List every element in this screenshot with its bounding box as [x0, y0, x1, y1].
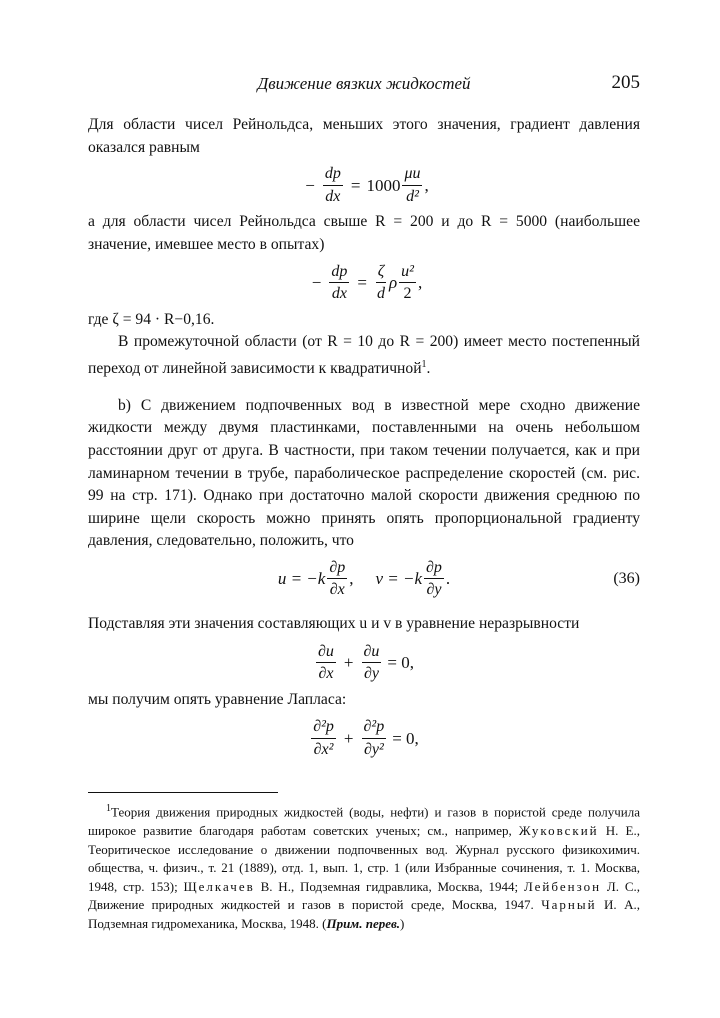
author-name: Лейбензон: [523, 878, 602, 894]
fraction: $\frac{\text{∂²p}}{\text{∂x²}}$: [313, 718, 334, 759]
footnote-mark: 1: [106, 803, 111, 814]
fraction: $\frac{\text{u²}}{2}$: [401, 262, 414, 303]
paragraph-4: В промежуточной области (от R = 10 до R = 200) имеет место постепенный переход от линейной зависимости к квадратичной$^1$.: [88, 333, 640, 378]
footnote: $^1$Теория движения природных жидкостей (воды, нефти) и газов в пористой среде получила широкое развитие благодаря работам советских ученых; см., например, Жуковский Н. Е., Теоритическое исследование о движении подпочвенных вод. Журнал русского физикохимич. общества, ч. физич., т. 21 (1889), отд. 1, вып. 1, стр. 1 (или Избранные сочинения, т. 1. Москва, 1948, стр. 153); Щелкачев В. Н., Подземная гидравлика, Москва, 1944; Лейбензон Л. С., Движение природных жидкостей и газов в пористой среде, Москва, 1947. Чарный И. А., Подземная гидромеханика, Москва, 1948. (Прим. перев.): [88, 803, 641, 931]
formula-continuity: $\frac{\partial u}{\partial x}$ + $\frac{\partial u}{\partial y}$ = 0,: [318, 642, 414, 683]
fraction: $\frac{\partial p}{\partial y}$: [426, 558, 442, 599]
footnote-divider: [88, 792, 278, 793]
paragraph-7: мы получим опять уравнение Лапласа:: [88, 690, 347, 708]
main-text: [88, 114, 640, 765]
fraction: $\frac{dp}{dx}$: [324, 165, 341, 205]
formula-laplace: $\frac{\text{∂²p}}{\text{∂x²}}$ + $\frac{\text{∂²p}}{\text{∂y²}}$ = 0,: [313, 718, 419, 759]
formula-pressure-gradient-high-re: − $\frac{dp}{dx}$ = $\frac{\zeta}{d}$ ρ $\frac{\text{u²}}{2}$ ,: [311, 262, 423, 303]
page-number: 205: [611, 72, 640, 93]
formula-pressure-gradient-low-re: − $\frac{dp}{dx}$ = 1000 $\frac{\mu u}{\text{d²}}$ ,: [305, 165, 429, 205]
author-name: Чарный: [541, 897, 597, 913]
fraction: $\frac{dp}{dx}$: [331, 262, 348, 303]
fraction: $\frac{\mu u}{\text{d²}}$: [404, 165, 421, 205]
fraction: $\frac{\partial u}{\partial x}$: [318, 642, 334, 683]
paragraph-6: Подставляя эти значения составляющих u и v в уравнение неразрывности: [88, 615, 580, 633]
paragraph-3: где ζ = 94 · R−0,16.: [88, 310, 215, 328]
running-title: Движение вязких жидкостей: [257, 74, 471, 93]
page-header: [88, 74, 640, 100]
fraction: $\frac{\partial u}{\partial y}$: [363, 642, 380, 683]
author-name: Щелкачев: [183, 878, 255, 894]
footnote-ref: 1: [421, 358, 427, 370]
paragraph-2: а для области чисел Рейнольдса свыше R = 200 и до R = 5000 (наибольшее значение, имевшее место в опытах): [88, 213, 640, 253]
fraction: $\frac{\zeta}{d}$: [376, 262, 385, 303]
paragraph-1: Для области чисел Рейнольдса, меньших этого значения, градиент давления оказался равным: [88, 116, 640, 156]
equation-number: (36): [613, 569, 640, 587]
fraction: $\frac{\text{∂²p}}{\text{∂y²}}$: [363, 718, 385, 759]
fraction: $\frac{\partial p}{\partial x}$: [329, 558, 346, 599]
translator-note: Прим. перев.: [326, 915, 401, 931]
paragraph-5: b) С движением подпочвенных вод в известной мере сходно движение жидкости между двумя пластинками, поставленными на очень небольшом расстоянии друг от друга. В частности, при таком течении получается, как и при ламинарном течении в трубе, параболическое распределение скоростей (см. рис. 99 на стр. 171). Однако при достаточно малой скорости движения среднюю по ширине щели скорость можно принять опять пропорциональной градиенту давления, следовательно, положить, что: [88, 396, 640, 550]
author-name: Жуковский: [518, 822, 599, 838]
formula-36: u = −k $\frac{\partial p}{\partial x}$ , v = −k $\frac{\partial p}{\partial y}$ . (36): [277, 558, 640, 599]
